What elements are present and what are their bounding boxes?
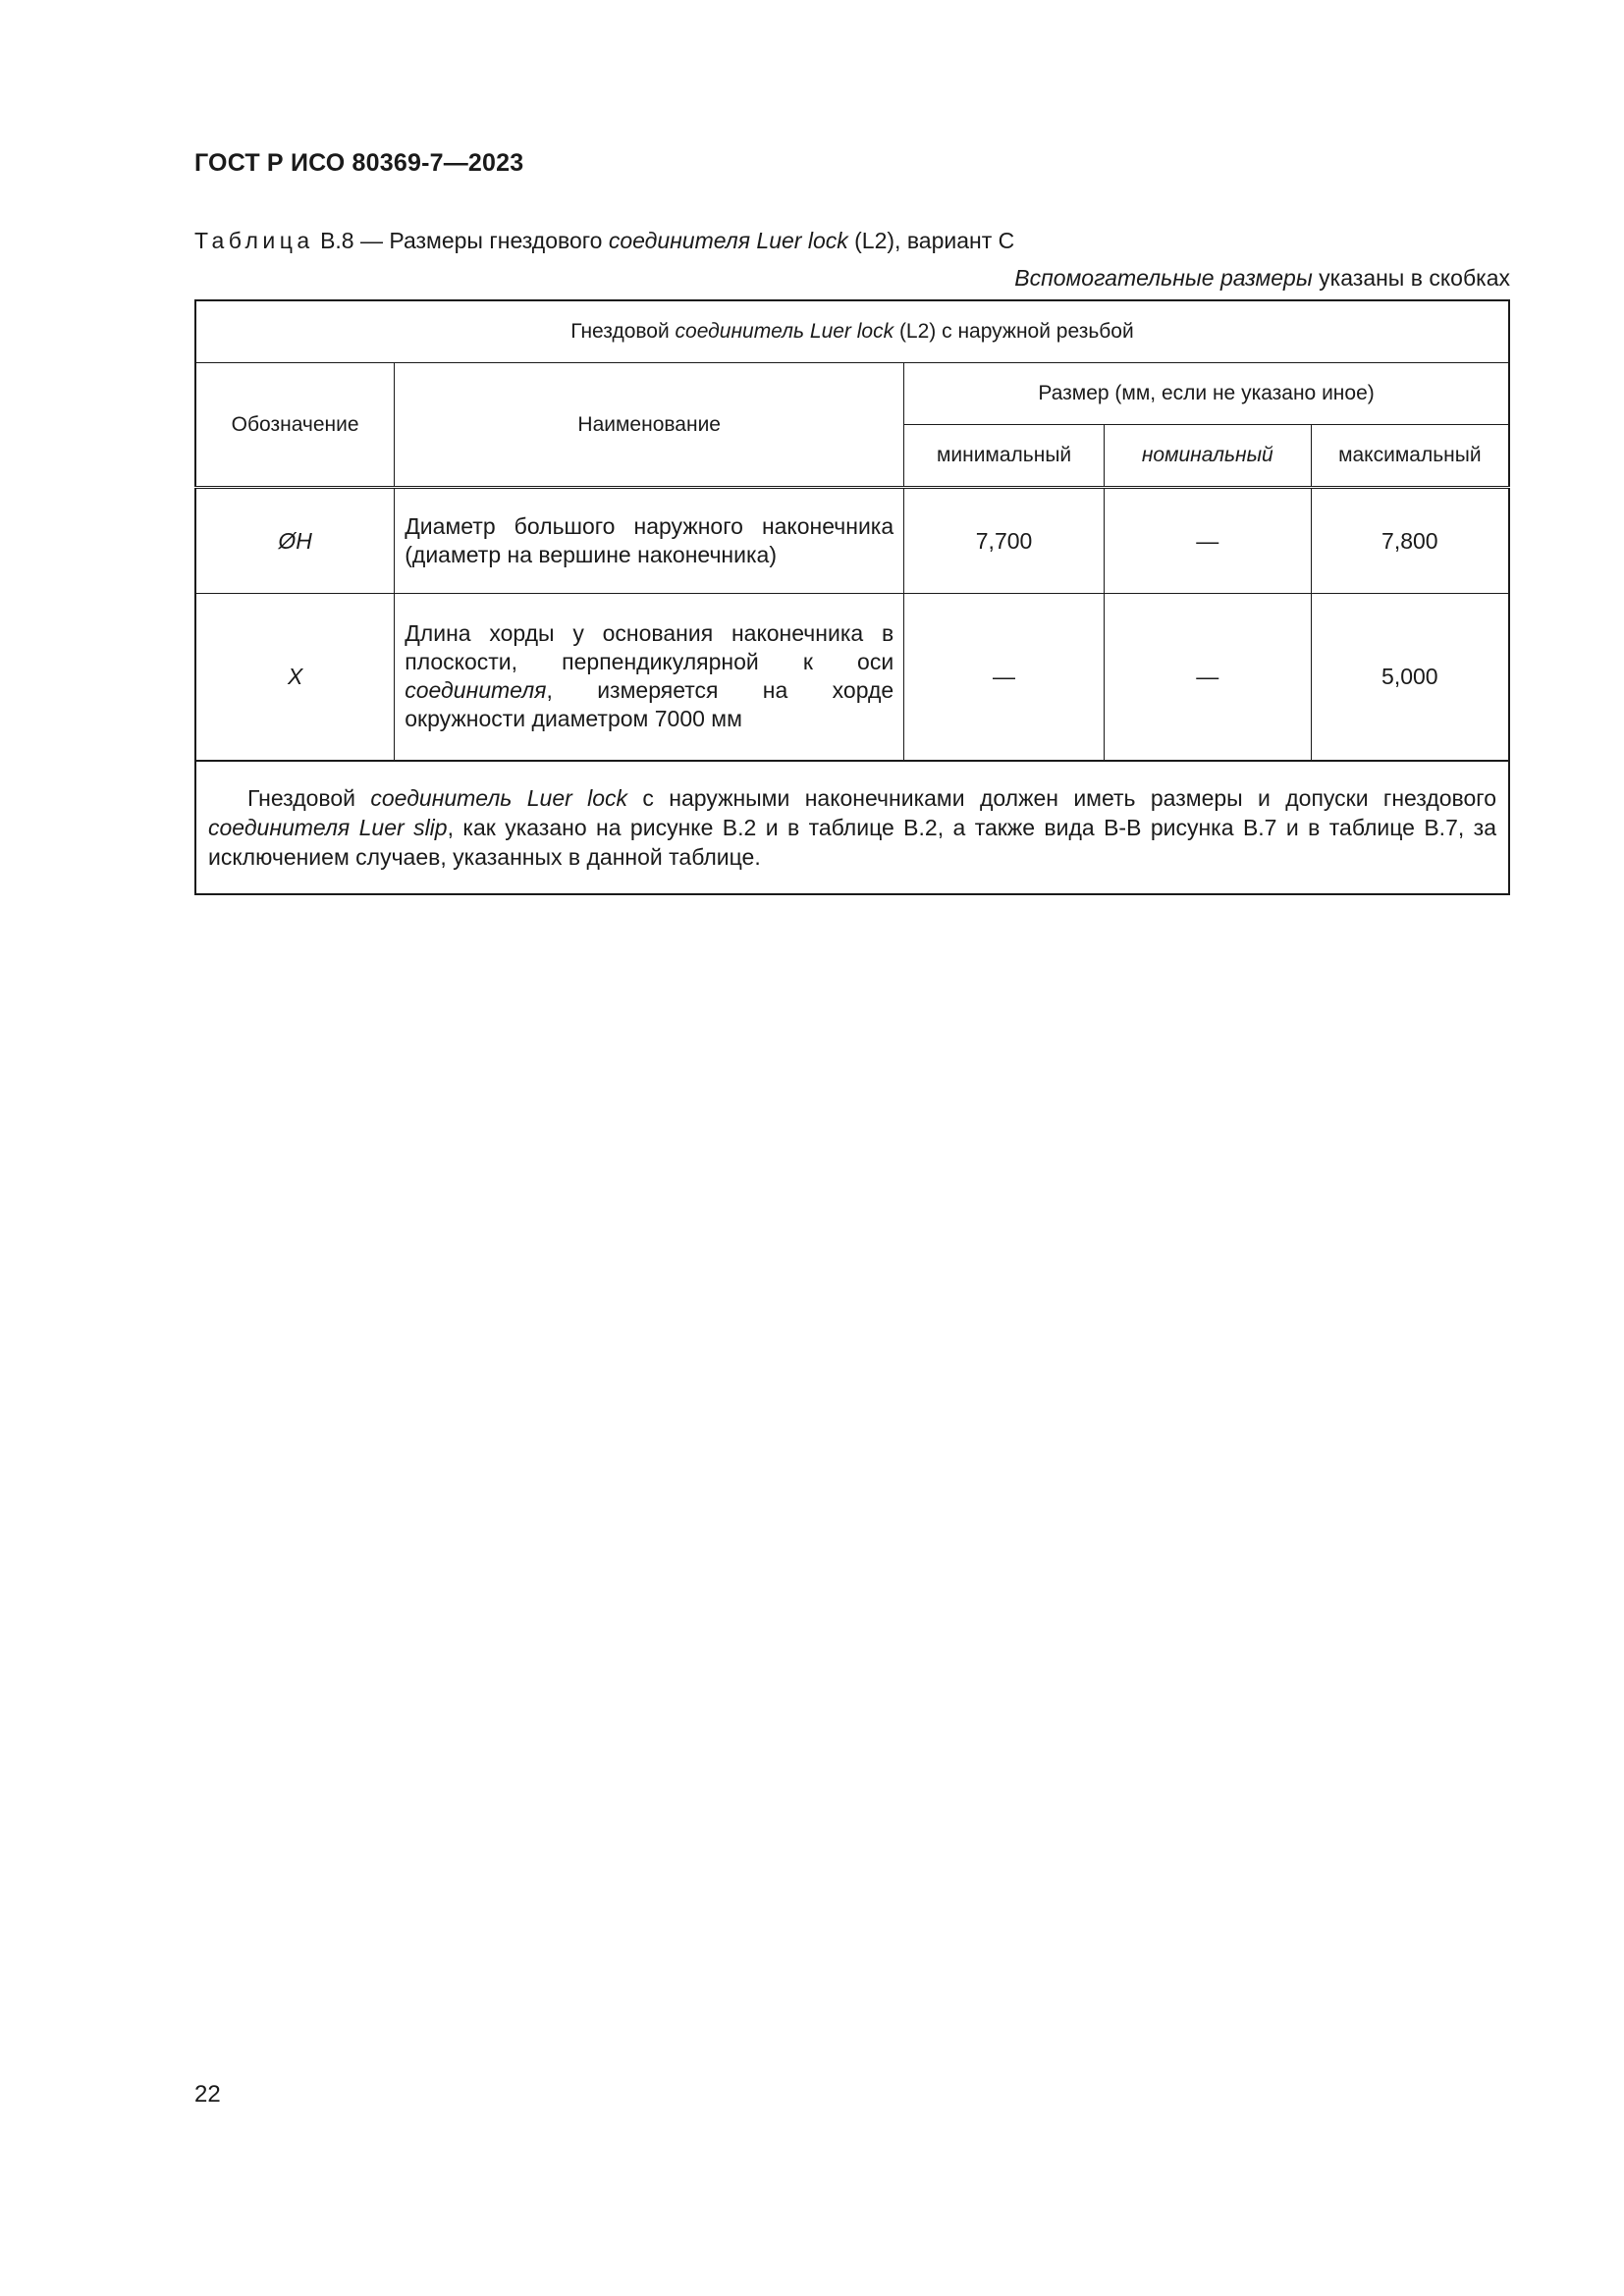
footnote-italic: соединителя Luer slip [208,814,448,840]
header-max: максимальный [1311,425,1509,488]
table-title-italic: соединитель Luer lock [675,320,894,343]
designation-symbol: X [287,663,303,689]
cell-name-italic: соединителя [405,677,547,704]
dimensions-table [194,299,1510,895]
table-row [195,594,1509,761]
table-title-text: Гнездовой [570,320,676,343]
table-title [195,300,1509,363]
cell-max: 7,800 [1311,488,1509,594]
cell-name [395,594,904,761]
table-header-row [195,363,1509,425]
caption-italic: соединителя Luer lock [608,228,848,253]
table-title-row [195,300,1509,363]
document-header: ГОСТ Р ИСО 80369-7—2023 [194,149,524,177]
cell-name: Диаметр большого наружного наконечника (диаметр на вершине наконечника) [395,488,904,594]
table-row [195,488,1509,594]
cell-nom: — [1104,488,1311,594]
table-title-text-end: (L2) с наружной резьбой [893,320,1134,343]
cell-min: 7,700 [904,488,1105,594]
footnote-text: , как указано на рисунке В.2 и в таблице В.2, а также вида В-В рисунка В.7 и в таблице В.7, за исключением случаев, указанных в данной таблице. [208,814,1496,870]
header-nom-italic: номинальный [1141,444,1273,466]
caption-text-end: (L2), вариант С [847,228,1015,253]
footnote-text: с наружными наконечниками должен иметь размеры и допуски гнездового [627,784,1496,811]
cell-nom: — [1104,594,1311,761]
table-footnote-row [195,761,1509,894]
cell-name-text-end: , измеряется на хорде окружности диаметром 7000 мм [405,677,894,732]
page-number: 22 [194,2081,221,2108]
header-nom [1104,425,1311,488]
footnote-text: Гнездовой [247,784,371,811]
caption-prefix: Таблица [194,228,314,253]
auxiliary-note-text: указаны в скобках [1312,265,1510,291]
header-name: Наименование [395,363,904,488]
cell-designation [195,488,395,594]
auxiliary-note [1014,265,1510,292]
designation-symbol: ØH [278,527,312,554]
header-min: минимальный [904,425,1105,488]
caption-text: В.8 — Размеры гнездового [313,228,609,253]
cell-name-text: Длина хорды у основания наконечника в плоскости, перпендикулярной к оси [405,620,894,675]
header-size: Размер (мм, если не указано иное) [904,363,1509,425]
table-caption [194,228,1014,254]
cell-designation [195,594,395,761]
table-footnote [195,761,1509,894]
auxiliary-note-italic: Вспомогательные размеры [1014,265,1313,291]
cell-min: — [904,594,1105,761]
footnote-italic: соединитель Luer lock [370,784,628,811]
cell-max: 5,000 [1311,594,1509,761]
header-designation: Обозначение [195,363,395,488]
